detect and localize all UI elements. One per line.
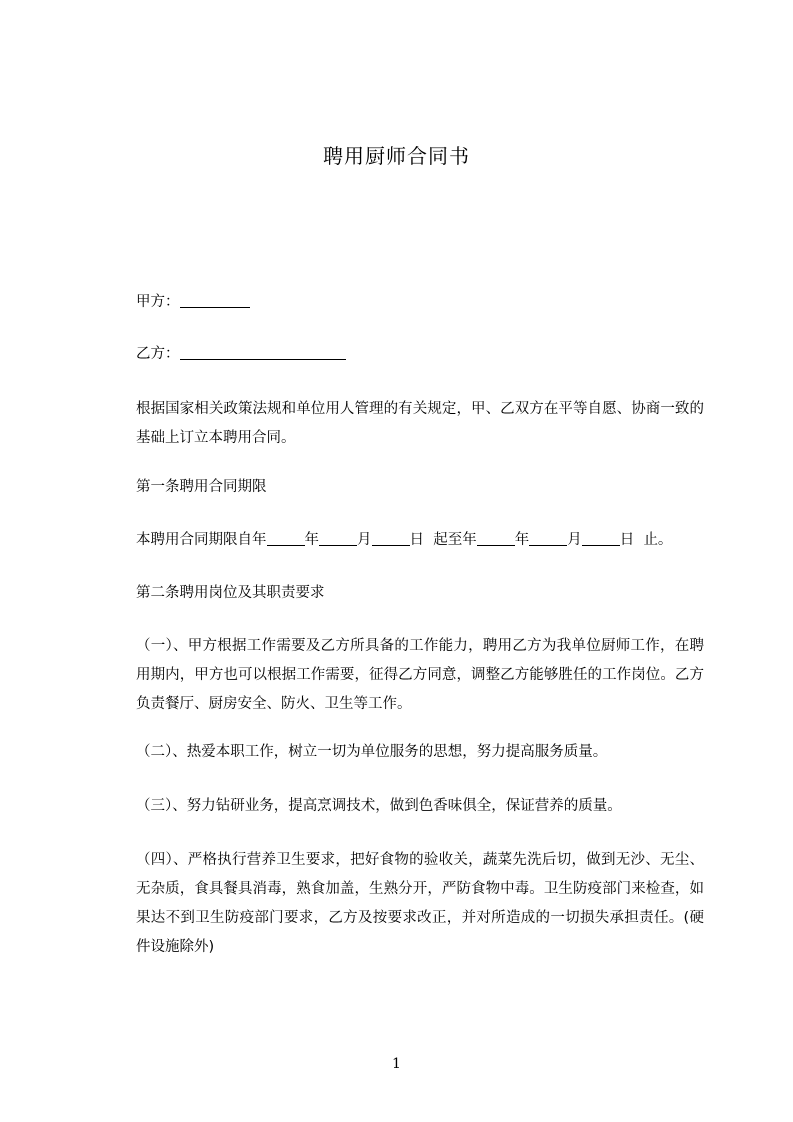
intro-text: 根据国家相关政策法规和单位用人管理的有关规定，甲、乙双方在平等自愿、协商一致的基础上订立本聘用合同。 (136, 401, 704, 446)
clause3-paragraph (104, 792, 704, 821)
party-b-blank[interactable] (180, 343, 346, 360)
term-suffix: 止。 (643, 532, 673, 548)
party-a-line (104, 288, 741, 316)
article2-heading: 第二条聘用岗位及其职责要求 (136, 585, 325, 601)
party-b-line (104, 340, 741, 368)
term-prefix: 本聘用合同期限自年 (136, 532, 267, 548)
clause4-text: （四）、严格执行营养卫生要求，把好食物的验收关，蔬菜先洗后切，做到无沙、无尘、无杂质，食具餐具消毒，熟食加盖，生熟分开，严防食物中毒。卫生防疫部门来检查，如果达不到卫生防疫部门要求，乙方及按要求改正，并对所造成的一切损失承担责任。(硬件设施除外) (136, 852, 704, 955)
clause2-text: （二）、热爱本职工作，树立一切为单位服务的思想，努力提高服务质量。 (136, 744, 608, 760)
start-month-blank[interactable] (319, 529, 357, 546)
party-a-label: 甲方： (136, 294, 180, 310)
article1-term-line (104, 526, 741, 554)
term-year: 年 (304, 532, 319, 548)
start-day-blank[interactable] (372, 529, 410, 546)
term-month2: 月 (567, 532, 582, 548)
party-a-blank[interactable] (180, 291, 250, 308)
clause2-paragraph (104, 738, 704, 767)
party-b-label: 乙方： (136, 346, 180, 362)
clause1-paragraph (104, 632, 704, 719)
page-number: 1 (392, 1056, 401, 1072)
document-title: 聘用厨师合同书 (323, 144, 470, 168)
end-month-blank[interactable] (529, 529, 567, 546)
term-middle: 起至年 (433, 532, 477, 548)
clause4-paragraph (104, 846, 704, 962)
term-year2: 年 (514, 532, 530, 548)
term-day-start: 日 (409, 532, 424, 548)
term-day-end: 日 (619, 532, 635, 548)
start-year-blank[interactable] (267, 529, 305, 546)
end-year-blank[interactable] (477, 529, 515, 546)
end-day-blank[interactable] (582, 529, 620, 546)
term-month: 月 (357, 532, 372, 548)
article1-heading: 第一条聘用合同期限 (136, 479, 267, 495)
intro-paragraph (104, 395, 704, 453)
clause1-text: （一）、甲方根据工作需要及乙方所具备的工作能力，聘用乙方为我单位厨师工作，在聘用期内，甲方也可以根据工作需要，征得乙方同意，调整乙方能够胜任的工作岗位。乙方负责餐厅、厨房安全、防火、卫生等工作。 (136, 638, 704, 712)
clause3-text: （三）、努力钻研业务，提高烹调技术，做到色香味俱全，保证营养的质量。 (136, 798, 622, 814)
